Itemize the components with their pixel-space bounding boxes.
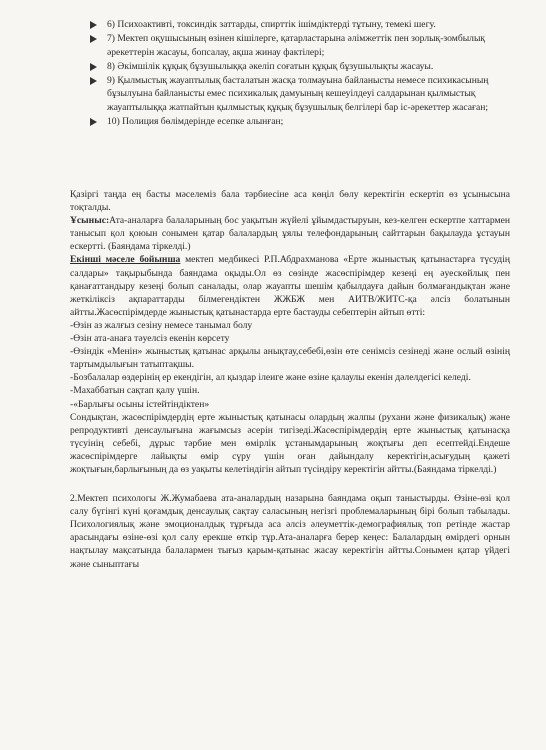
intro-paragraph: Қазіргі таңда ең басты мәселеміз бала тәрбиесіне аса көңіл бөлу керектігін ескертіп өз ұсынысына тоқталды.: [70, 189, 510, 214]
psychologist-paragraph: 2.Мектеп психологы Ж.Жумабаева ата-аналардың назарына баяндама оқып таныстырды. Өзіне-өзі қол салу бүгінгі күні қоғамдық денсаулық сақтау саласының негізгі проблемаларының бірі болып табылады. Психологиялық және эмоционалдық тұрғыда аса әлсіз әлеуметтік-демографиялық топ ретінде жастар арасындағы өзіне-өзі қол салу ерекше өткір тұр.Ата-аналарға берер кеңес: Балалардың өмірдегі орнын нақтылау мақсатында балалармен тығыз қарым-қатынас жасау керектігін айтты.Сонымен қатар үйдегі және сыныптағы: [70, 493, 510, 570]
bullet-text: 7) Мектеп оқушысының өзінен кішілерге, қатарластарына әлімжеттік пен зорлық-зомбылық әрекеттерін жасауы, бопсалау, ақша жинау фактілері;: [107, 33, 486, 58]
second-issue-paragraph: [70, 253, 510, 318]
reason-line: -Өзін ата-анаға тәуелсіз екенін көрсету: [70, 333, 230, 345]
bullet-text: 6) Психоактивті, токсиндік заттарды, спирттік ішімдіктерді тұтыну, темекі шегу.: [107, 19, 436, 30]
bullet-item: [90, 74, 510, 115]
suggestion-paragraph: [70, 214, 510, 253]
suggestion-label: Ұсыныс:: [70, 215, 110, 227]
bullet-item: [90, 60, 510, 74]
triangle-bullet-icon: [90, 77, 97, 85]
bullet-text: 9) Қылмыстық жауаптылық басталатын жасқа толмауына байланысты немесе психикасының бұзылуына байланысты емес психикалық дамуының кешеуілдеуі салдарынан қылмыстық жауаптылыққа жатпайтын қылмыстық құқық бұзушылық белгілері бар іс-әрекеттер жасаған;: [107, 74, 489, 114]
second-issue-text: мектеп медбикесі Р.П.Абдрахманова «Ерте жыныстық қатынастарға түсудің салдары» тақырыбында баяндама оқыды.Ол өз сөзінде жасөспірімдер кезеңі ең әуескөйлық пен қанағаттандыру кезеңі болып саналады, олар жауапты шешім қабылдауға дайын болмағандықтан және жеткіліксіз ақпараттарды білмегендіктен ЖЖБЖ мен АИТВ/ЖИТС-қа әлсіз болатынын айтты.Жасөспірімдерде жыныстық қатынастарда ерте бастауды себептерін айтып өтті:: [70, 254, 510, 318]
reason-line: -Бозбалалар өздерінің ер екендігін, ал қыздар ілеиге және өзіне қалаулы екенін дәлелдегісі келеді.: [70, 372, 471, 384]
bullet-list: [90, 18, 510, 129]
bullet-text: 10) Полиция бөлімдерінде есепке алынған;: [107, 116, 284, 128]
bullet-item: [90, 115, 510, 129]
triangle-bullet-icon: [90, 35, 97, 43]
document-body: [70, 188, 510, 571]
triangle-bullet-icon: [90, 118, 97, 126]
triangle-bullet-icon: [90, 21, 97, 29]
reason-line: -Махаббатын сақтап қалу үшін.: [70, 385, 200, 397]
reason-line: -Өзіндік «Менін» жыныстық қатынас арқылы анықтау,себебі,өзін өте сенімсіз сезінеді және ослый өзінің тартымдылығын татыптақшы.: [70, 346, 510, 371]
bullet-item: [90, 18, 510, 32]
bullet-item: [90, 32, 510, 59]
second-issue-label: Екінші мәселе бойынша: [70, 254, 181, 266]
conclusion-paragraph: Сондықтан, жасөспірімдердің ерте жыныстық қатынасы олардың жалпы (рухани және физикалық) және репродуктивті денсаулығына жағымсыз әсерін тигізеді.Жасөспірімдердің ерте жыныстық қатынасқа түсуінің себебі, дұрыс тәрбие мен өмірлік ұстанымдарының жоқтығы деп есептейді.Ендеше жасөспірімдерге лайықты өмір сүру үшін оған дайындалу керектігін,асығудың қажеті жоқтығын,барлығының да өз уақыты келетіндігін айтып түсіндіру керектігін айтты.(Баяндама тіркелді.): [70, 411, 510, 475]
paragraph-gap: [70, 476, 510, 492]
reason-line: -Өзін аз жалғыз сезіну немесе танымал болу: [70, 319, 253, 331]
reason-line: -«Барлығы осыны істейтіндіктен»: [70, 398, 210, 410]
triangle-bullet-icon: [90, 63, 97, 71]
bullet-text: 8) Әкімшілік құқық бұзушылыққа әкеліп соғатын құқық бұзушылықты жасауы.: [107, 60, 434, 72]
suggestion-text: Ата-аналарға балаларының бос уақытын жүйелі ұйымдастыруын, кез-келген ескертпе хаттармен танысып қол қоюын сонымен қатар балалардың ұялы телефондарының сайттарын бақылауда ұстауын ескертті. (Баяндама тіркелді.): [70, 215, 510, 253]
